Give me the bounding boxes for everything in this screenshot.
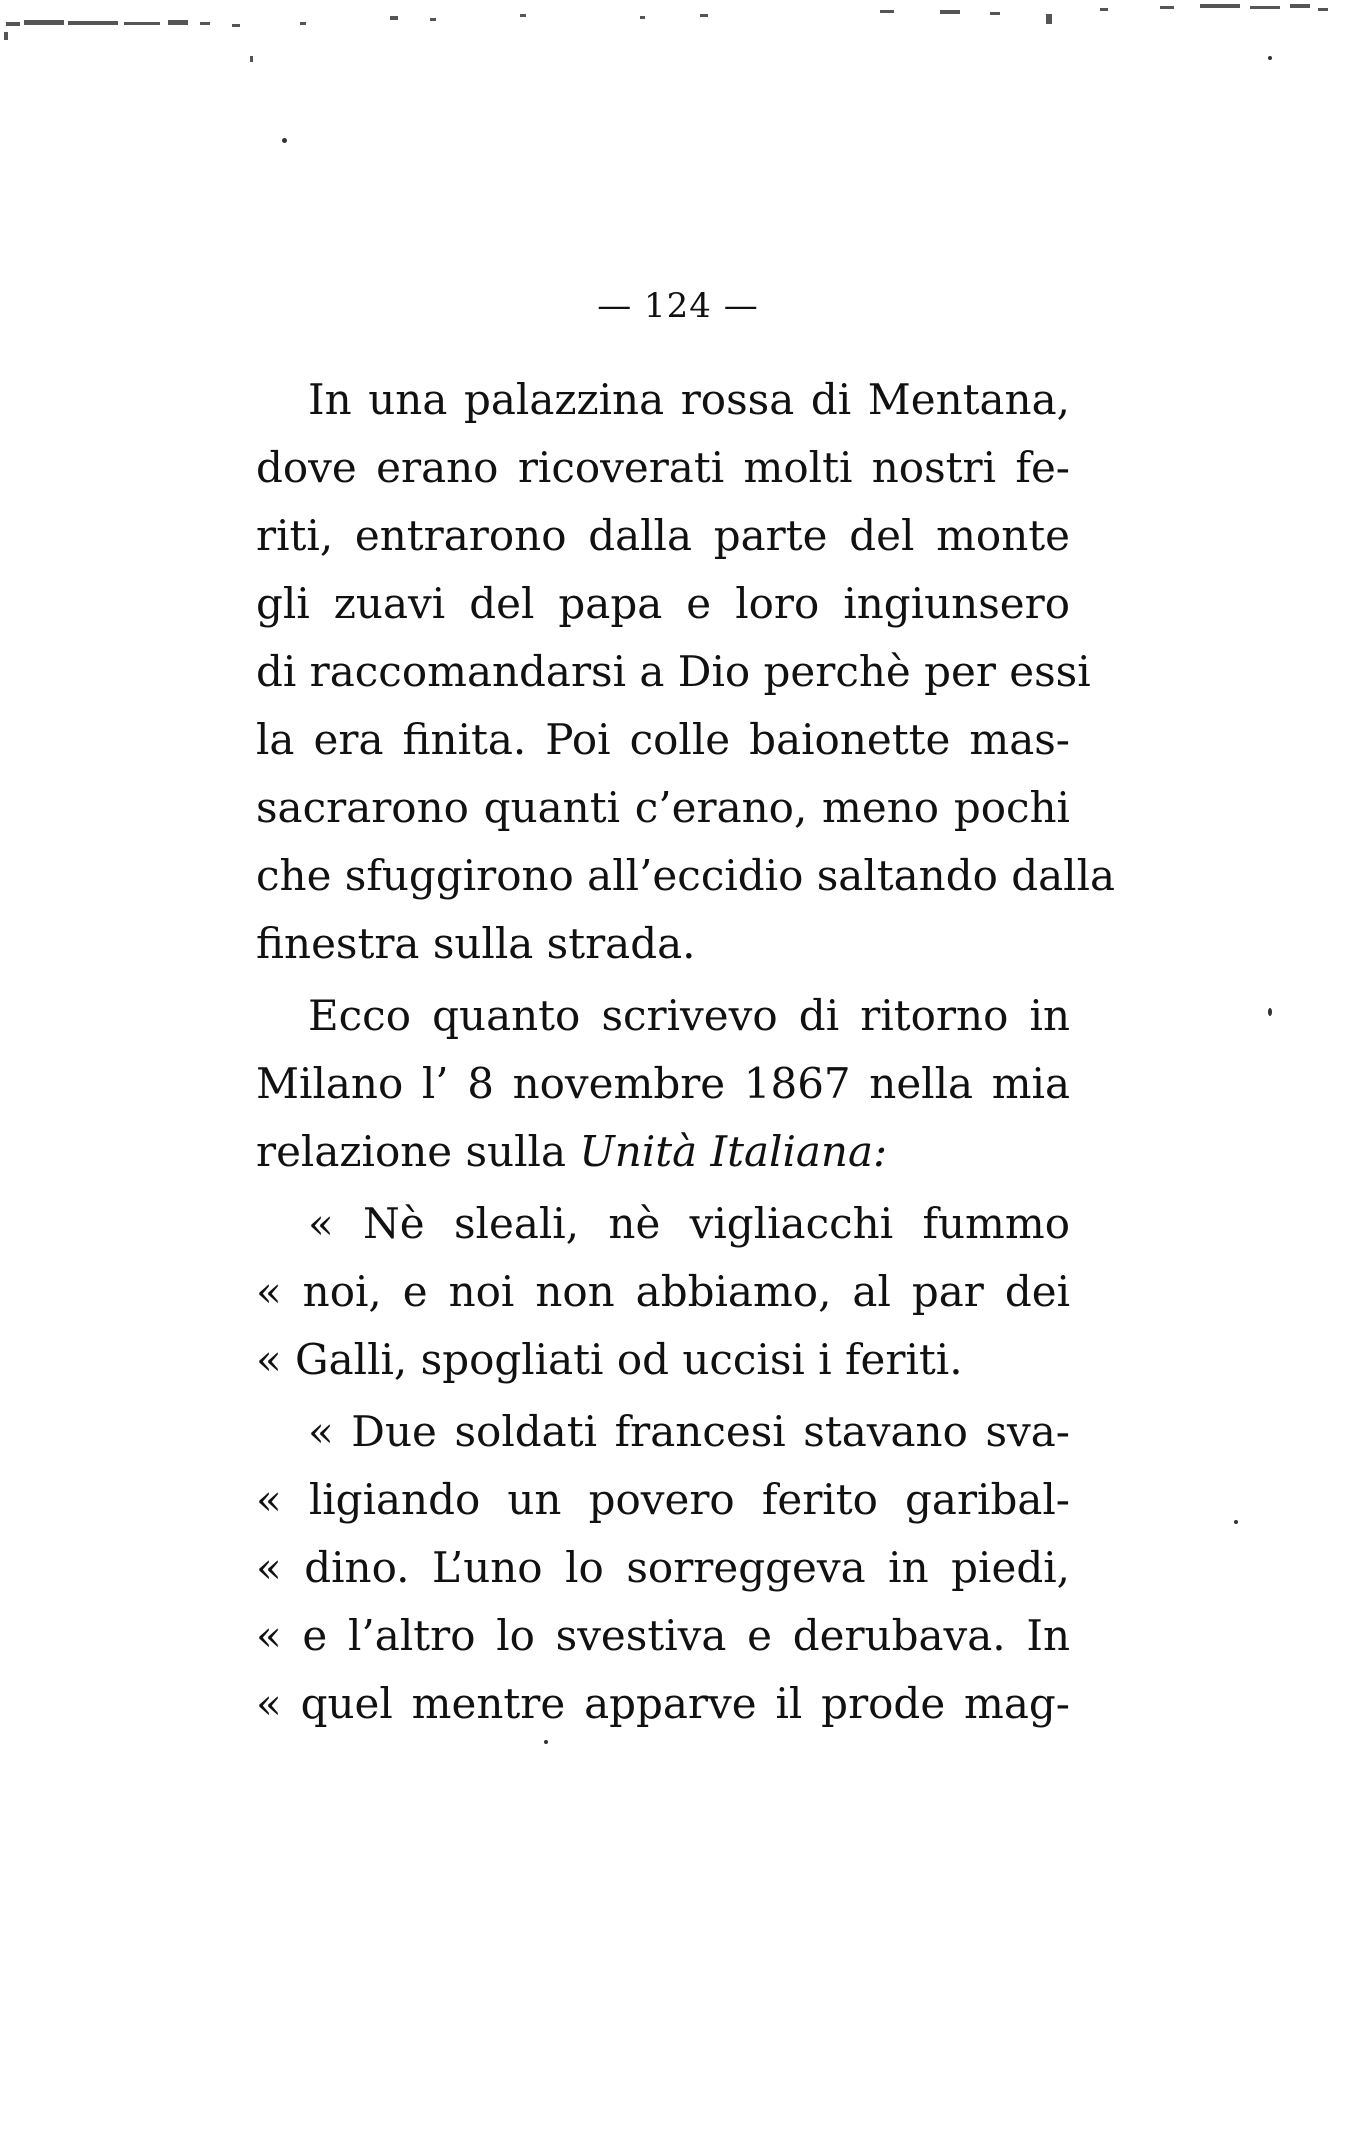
text-line: In una palazzina rossa di Mentana, <box>308 375 1070 424</box>
scan-speck <box>282 138 287 143</box>
text-line: che sfuggirono all’eccidio saltando dalla <box>256 851 1116 900</box>
text-line: « Galli, spogliati od uccisi i feriti. <box>256 1335 963 1384</box>
text-line: « Due soldati francesi stavano sva- <box>308 1407 1070 1456</box>
text-fragment: relazione sulla <box>256 1127 580 1176</box>
text-line: gli zuavi del papa e loro ingiunsero <box>256 579 1070 628</box>
text-line: « Nè sleali, nè vigliacchi fummo <box>308 1199 1070 1248</box>
text-line: « dino. L’uno lo sorreggeva in piedi, <box>256 1543 1070 1592</box>
quote-paragraph-2 <box>256 1398 1070 1738</box>
text-line: di raccomandarsi a Dio perchè per essi <box>256 647 1091 696</box>
text-line: riti, entrarono dalla parte del monte <box>256 511 1070 560</box>
quote-paragraph-1 <box>256 1190 1070 1394</box>
text-line: la era finita. Poi colle baionette mas- <box>256 715 1070 764</box>
scan-speck <box>1234 1520 1238 1524</box>
text-line: « quel mentre apparve il prode mag- <box>256 1679 1070 1728</box>
scan-speck <box>544 1740 548 1744</box>
text-line: Ecco quanto scrivevo di ritorno in <box>308 991 1070 1040</box>
scan-speck <box>1268 1008 1272 1016</box>
scan-speck <box>1268 56 1272 60</box>
text-line: « noi, e noi non abbiamo, al par dei <box>256 1267 1070 1316</box>
body-text <box>256 366 1116 1738</box>
text-line: « e l’altro lo svestiva e derubava. In <box>256 1611 1070 1660</box>
newspaper-title: Unità Italiana: <box>579 1127 888 1176</box>
text-line: « ligiando un povero ferito garibal- <box>256 1475 1070 1524</box>
scan-edge-noise <box>0 0 1356 90</box>
text-line: finestra sulla strada. <box>256 919 696 968</box>
page-number: — 124 — <box>597 286 759 326</box>
text-line: dove erano ricoverati molti nostri fe- <box>256 443 1070 492</box>
paragraph-1 <box>256 366 1116 978</box>
paragraph-2 <box>256 982 1070 1186</box>
text-line <box>256 1118 1070 1186</box>
text-line: sacrarono quanti c’erano, meno pochi <box>256 783 1070 832</box>
text-line: Milano l’ 8 novembre 1867 nella mia <box>256 1059 1070 1108</box>
